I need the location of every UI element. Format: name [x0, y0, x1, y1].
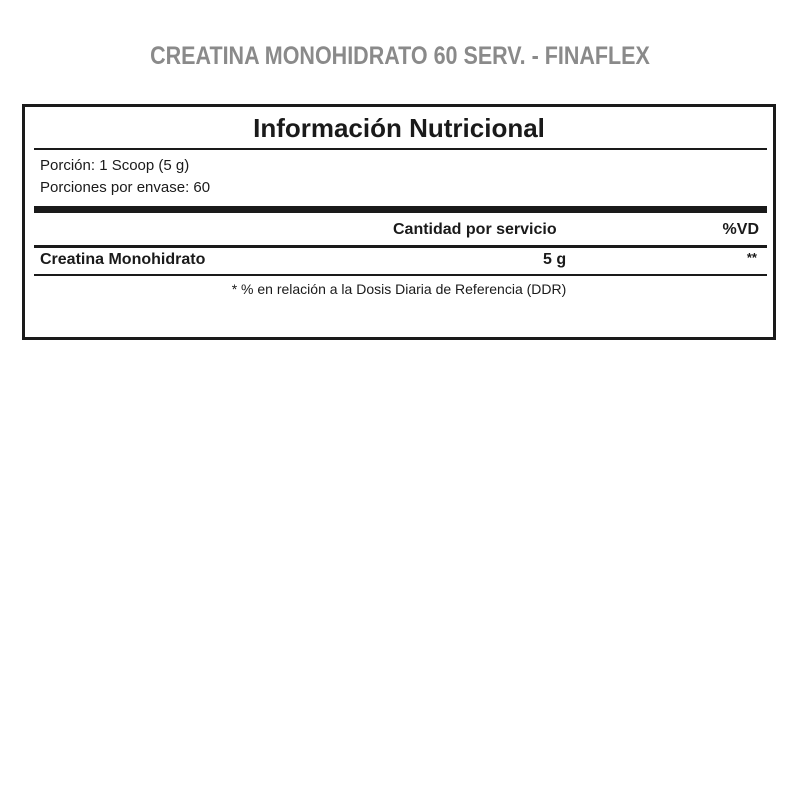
row-divider [34, 274, 767, 276]
nutrition-heading: Información Nutricional [253, 113, 545, 143]
serving-size: Porción: 1 Scoop (5 g) [40, 157, 190, 174]
daily-value-header: %VD [722, 221, 759, 238]
servings-per-container: Porciones por envase: 60 [40, 179, 211, 196]
thick-divider [34, 206, 767, 213]
nutrient-amount: 5 g [543, 251, 567, 268]
heading-divider [34, 148, 767, 150]
nutrient-name: Creatina Monohidrato [40, 251, 206, 268]
nutrition-facts-panel [22, 104, 776, 340]
nutrient-daily-value: ** [746, 250, 757, 265]
header-divider [34, 245, 767, 248]
product-title: CREATINA MONOHIDRATO 60 SERV. - FINAFLEX [150, 42, 650, 70]
footnote: * % en relación a la Dosis Diaria de Referencia (DDR) [231, 281, 567, 297]
amount-per-serving-header: Cantidad por servicio [393, 221, 557, 238]
